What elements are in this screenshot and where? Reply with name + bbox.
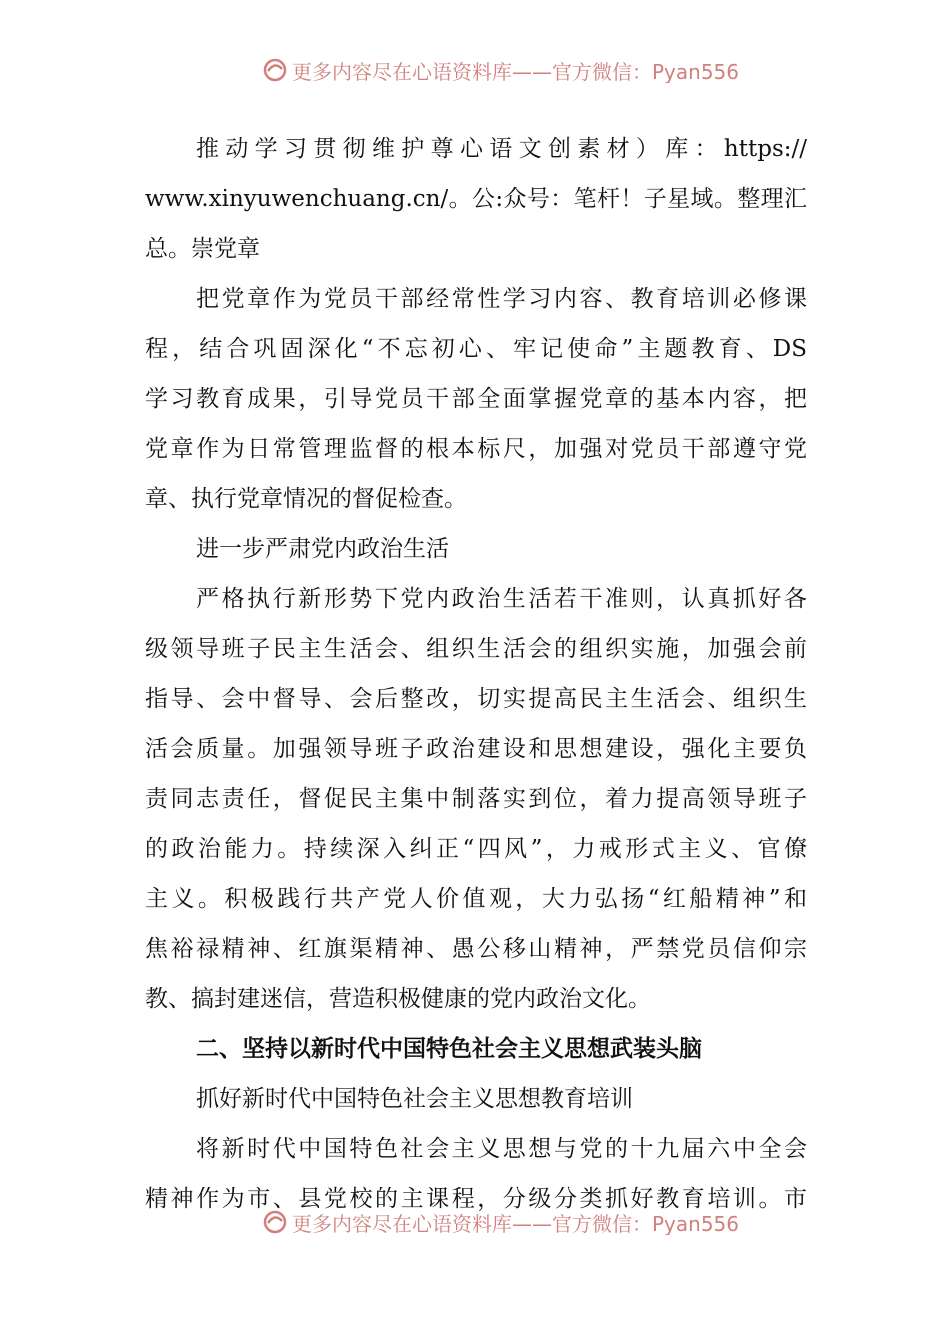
- watermark-text: 更多内容尽在心语资料库——官方微信：Pyan556: [292, 1211, 740, 1235]
- text-line: 的政治能力。持续深入纠正“四风”，力戒形式主义、官僚: [145, 836, 807, 862]
- text-line: 活会质量。加强领导班子政治建设和思想建设，强化主要负: [145, 736, 807, 762]
- logo-icon: [262, 1209, 288, 1235]
- text-line: 教、搞封建迷信，营造积极健康的党内政治文化。: [145, 986, 651, 1012]
- text-line: 严格执行新形势下党内政治生活若干准则，认真抓好各: [196, 586, 807, 612]
- text-line: 主义。积极践行共产党人价值观，大力弘扬“红船精神”和: [145, 886, 807, 912]
- subheading: 抓好新时代中国特色社会主义思想教育培训: [196, 1086, 633, 1112]
- text-line: 责同志责任，督促民主集中制落实到位，着力提高领导班子: [145, 786, 807, 812]
- logo-icon: [262, 57, 288, 83]
- subheading: 进一步严肃党内政治生活: [196, 536, 449, 562]
- text-line: 精神作为市、县党校的主课程，分级分类抓好教育培训。市: [145, 1186, 807, 1212]
- text-line: 把党章作为党员干部经常性学习内容、教育培训必修课: [196, 286, 807, 312]
- text-line: 焦裕禄精神、红旗渠精神、愚公移山精神，严禁党员信仰宗: [145, 936, 807, 962]
- text-line: 学习教育成果，引导党员干部全面掌握党章的基本内容，把: [145, 386, 807, 412]
- text-line: 程，结合巩固深化“不忘初心、牢记使命”主题教育、DS: [145, 336, 807, 362]
- watermark-header: [262, 57, 739, 83]
- watermark-footer: [262, 1209, 739, 1235]
- section-heading: 二、坚持以新时代中国特色社会主义思想武装头脑: [196, 1036, 702, 1062]
- text-line: 将新时代中国特色社会主义思想与党的十九届六中全会: [196, 1136, 807, 1162]
- text-line: 指导、会中督导、会后整改，切实提高民主生活会、组织生: [145, 686, 807, 712]
- watermark-text: 更多内容尽在心语资料库——官方微信：Pyan556: [292, 59, 740, 83]
- document-body: [145, 124, 807, 1224]
- text-line: 级领导班子民主生活会、组织生活会的组织实施，加强会前: [145, 636, 807, 662]
- text-line: www.xinyuwenchuang.cn/。公:众号：笔杆！子星域。整理汇: [145, 186, 807, 212]
- text-line: 章、执行党章情况的督促检查。: [145, 486, 467, 512]
- text-line: 总。崇党章: [145, 236, 260, 262]
- text-line: 推动学习贯彻维护尊心语文创素材）库：https://: [196, 136, 807, 162]
- text-line: 党章作为日常管理监督的根本标尺，加强对党员干部遵守党: [145, 436, 807, 462]
